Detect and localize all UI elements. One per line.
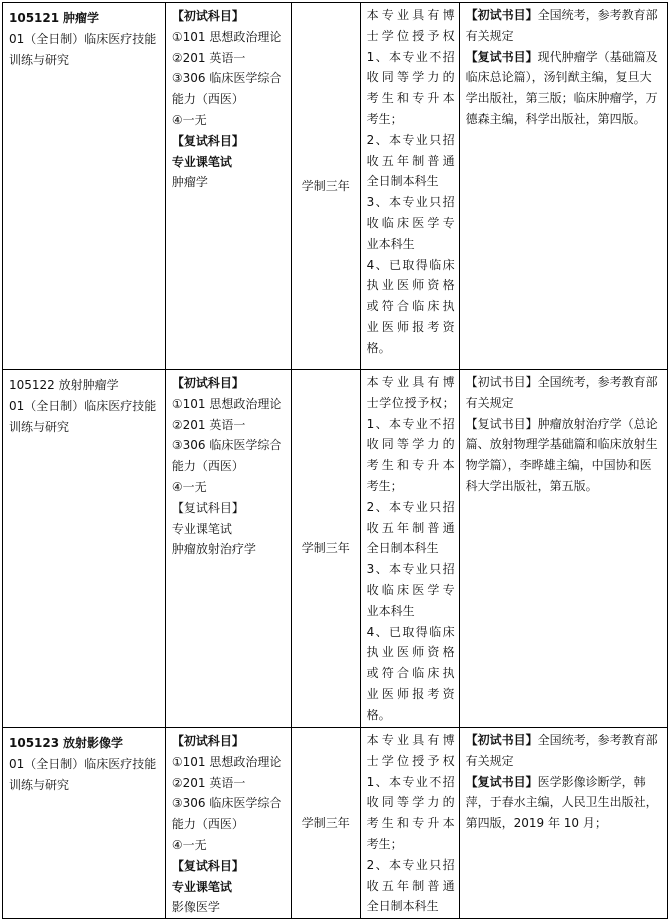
major-code: 105123 — [9, 736, 60, 750]
subject-line: ③306 临床医学综合 — [171, 438, 282, 453]
note-line: 3、本专业只招 — [366, 562, 455, 577]
enrollment-table — [2, 2, 668, 919]
book-label: 【复试书目】 — [465, 774, 538, 789]
note-line: 士学位授予权 — [366, 753, 455, 768]
notes-cell — [360, 3, 459, 370]
note-line: 收同等学力的 — [366, 437, 455, 452]
subject-line: 专业课笔试 — [171, 879, 232, 894]
book-entry — [466, 372, 663, 414]
subject-line: ①101 思想政治理论 — [171, 396, 282, 411]
note-line: 执业医师资格 — [366, 645, 455, 660]
note-line: 格。 — [366, 707, 391, 722]
exam-subjects-cell — [165, 370, 291, 728]
note-line: 全日制本科生 — [366, 541, 439, 556]
subject-line: 【复试科目】 — [171, 858, 244, 873]
subject-line: 能力（西医） — [171, 817, 244, 832]
table-row — [3, 370, 668, 728]
book-entry — [466, 730, 663, 772]
note-line: 4、已取得临床 — [366, 257, 455, 272]
book-text: 全国统考，参考教育部有关规定 — [465, 375, 658, 410]
note-line: 本专业具有博 — [366, 375, 455, 389]
note-line: 考生和专升本 — [366, 91, 455, 106]
note-line: 收临床医学专 — [366, 215, 455, 230]
book-entry — [466, 772, 663, 834]
subject-line: 影像医学 — [171, 900, 220, 915]
books-cell — [459, 3, 667, 370]
subject-line: ③306 临床医学综合 — [171, 71, 282, 86]
book-text: 医学影像诊断学，韩萍，于春水主编，人民卫生出版社，第四版，2019 年 10 月； — [465, 774, 658, 831]
note-line: 1、本专业不招 — [366, 774, 455, 789]
table-row — [3, 3, 668, 370]
major-name: 放射肿瘤学 — [58, 378, 119, 392]
subject-line: ①101 思想政治理论 — [171, 29, 282, 44]
note-line: 收五年制普通 — [366, 520, 455, 535]
note-line: 士学位授予权 — [366, 28, 455, 43]
major-code: 105122 — [9, 378, 55, 392]
note-line: 2、本专业只招 — [366, 132, 455, 147]
note-line: 全日制本科生 — [366, 174, 439, 189]
book-text: 全国统考，参考教育部有关规定 — [465, 733, 658, 768]
note-line: 1、本专业不招 — [366, 416, 455, 431]
note-line: 或符合临床执 — [366, 666, 455, 681]
note-line: 考生； — [366, 478, 403, 493]
note-line: 考生； — [366, 111, 403, 126]
research-direction: 01（全日制）临床医疗技能训练与研究 — [9, 756, 157, 792]
subject-line: ②201 英语一 — [171, 50, 246, 65]
subject-line: 【复试科目】 — [171, 133, 244, 148]
note-line: 本专业具有博 — [366, 8, 455, 22]
books-cell — [459, 370, 667, 728]
book-label: 【初试书目】 — [465, 8, 538, 22]
note-line: 全日制本科生 — [366, 899, 439, 914]
note-line: 士学位授予权； — [366, 395, 455, 410]
table-row — [3, 728, 668, 919]
book-entry — [466, 47, 663, 130]
subject-line: ④一无 — [171, 837, 207, 852]
note-line: 考生和专升本 — [366, 816, 455, 831]
notes-cell — [360, 370, 459, 728]
book-entry — [466, 414, 663, 497]
exam-subjects-cell — [165, 3, 291, 370]
note-line: 4、已取得临床 — [366, 624, 455, 639]
subject-line: 专业课笔试 — [171, 521, 232, 536]
subject-line: 能力（西医） — [171, 459, 244, 474]
subject-line: 【复试科目】 — [171, 500, 244, 515]
subject-line: ④一无 — [171, 479, 207, 494]
book-text: 肿瘤放射治疗学（总论篇、放射物理学基础篇和临床放射生物学篇），李晔雄主编，中国协和医科大学出版社，第五版。 — [465, 416, 658, 493]
subject-line: ④一无 — [171, 112, 207, 127]
research-direction: 01（全日制）临床医疗技能训练与研究 — [9, 31, 157, 67]
exam-subjects-cell — [165, 728, 291, 919]
book-text: 现代肿瘤学（基础篇及临床总论篇），汤钊猷主编，复旦大学出版社，第三版；临床肿瘤学，万德森主编，科学出版社，第四版。 — [465, 49, 658, 126]
note-line: 执业医师资格 — [366, 278, 455, 293]
research-direction: 01（全日制）临床医疗技能训练与研究 — [9, 398, 157, 434]
major-cell — [3, 728, 166, 919]
book-label: 【初试书目】 — [465, 733, 538, 747]
book-label: 【复试书目】 — [465, 49, 538, 64]
note-line: 3、本专业只招 — [366, 195, 455, 210]
subject-line: 【初试科目】 — [171, 734, 244, 748]
subject-line: 专业课笔试 — [171, 154, 232, 169]
note-line: 收同等学力的 — [366, 70, 455, 85]
note-line: 本专业具有博 — [366, 733, 455, 747]
note-line: 或符合临床执 — [366, 299, 455, 314]
note-line: 业医师报考资 — [366, 319, 455, 334]
book-entry — [466, 5, 663, 47]
books-cell — [459, 728, 667, 919]
note-line: 2、本专业只招 — [366, 857, 455, 872]
note-line: 业医师报考资 — [366, 686, 455, 701]
duration-cell: 学制三年 — [291, 728, 360, 919]
subject-line: ③306 临床医学综合 — [171, 796, 282, 811]
book-text: 全国统考，参考教育部有关规定 — [465, 8, 658, 43]
note-line: 考生； — [366, 836, 403, 851]
note-line: 收五年制普通 — [366, 878, 455, 893]
major-cell — [3, 3, 166, 370]
subject-line: ①101 思想政治理论 — [171, 754, 282, 769]
notes-cell — [360, 728, 459, 919]
subject-line: 肿瘤学 — [171, 175, 208, 190]
note-line: 2、本专业只招 — [366, 499, 455, 514]
subject-line: 能力（西医） — [171, 92, 244, 107]
major-name: 放射影像学 — [62, 736, 123, 750]
duration-cell: 学制三年 — [291, 370, 360, 728]
major-name: 肿瘤学 — [62, 11, 99, 25]
note-line: 业本科生 — [366, 236, 415, 251]
book-label: 【复试书目】 — [465, 416, 538, 431]
major-cell — [3, 370, 166, 728]
subject-line: ②201 英语一 — [171, 775, 246, 790]
note-line: 收五年制普通 — [366, 153, 455, 168]
book-label: 【初试书目】 — [465, 375, 538, 389]
note-line: 考生和专升本 — [366, 458, 455, 473]
major-code: 105121 — [9, 11, 60, 25]
note-line: 格。 — [366, 340, 391, 355]
note-line: 收临床医学专 — [366, 582, 455, 597]
note-line: 业本科生 — [366, 603, 415, 618]
note-line: 1、本专业不招 — [366, 49, 455, 64]
duration-cell: 学制三年 — [291, 3, 360, 370]
subject-line: 【初试科目】 — [171, 376, 244, 390]
subject-line: ②201 英语一 — [171, 417, 246, 432]
subject-line: 【初试科目】 — [171, 9, 244, 23]
subject-line: 肿瘤放射治疗学 — [171, 542, 256, 557]
note-line: 收同等学力的 — [366, 795, 455, 810]
